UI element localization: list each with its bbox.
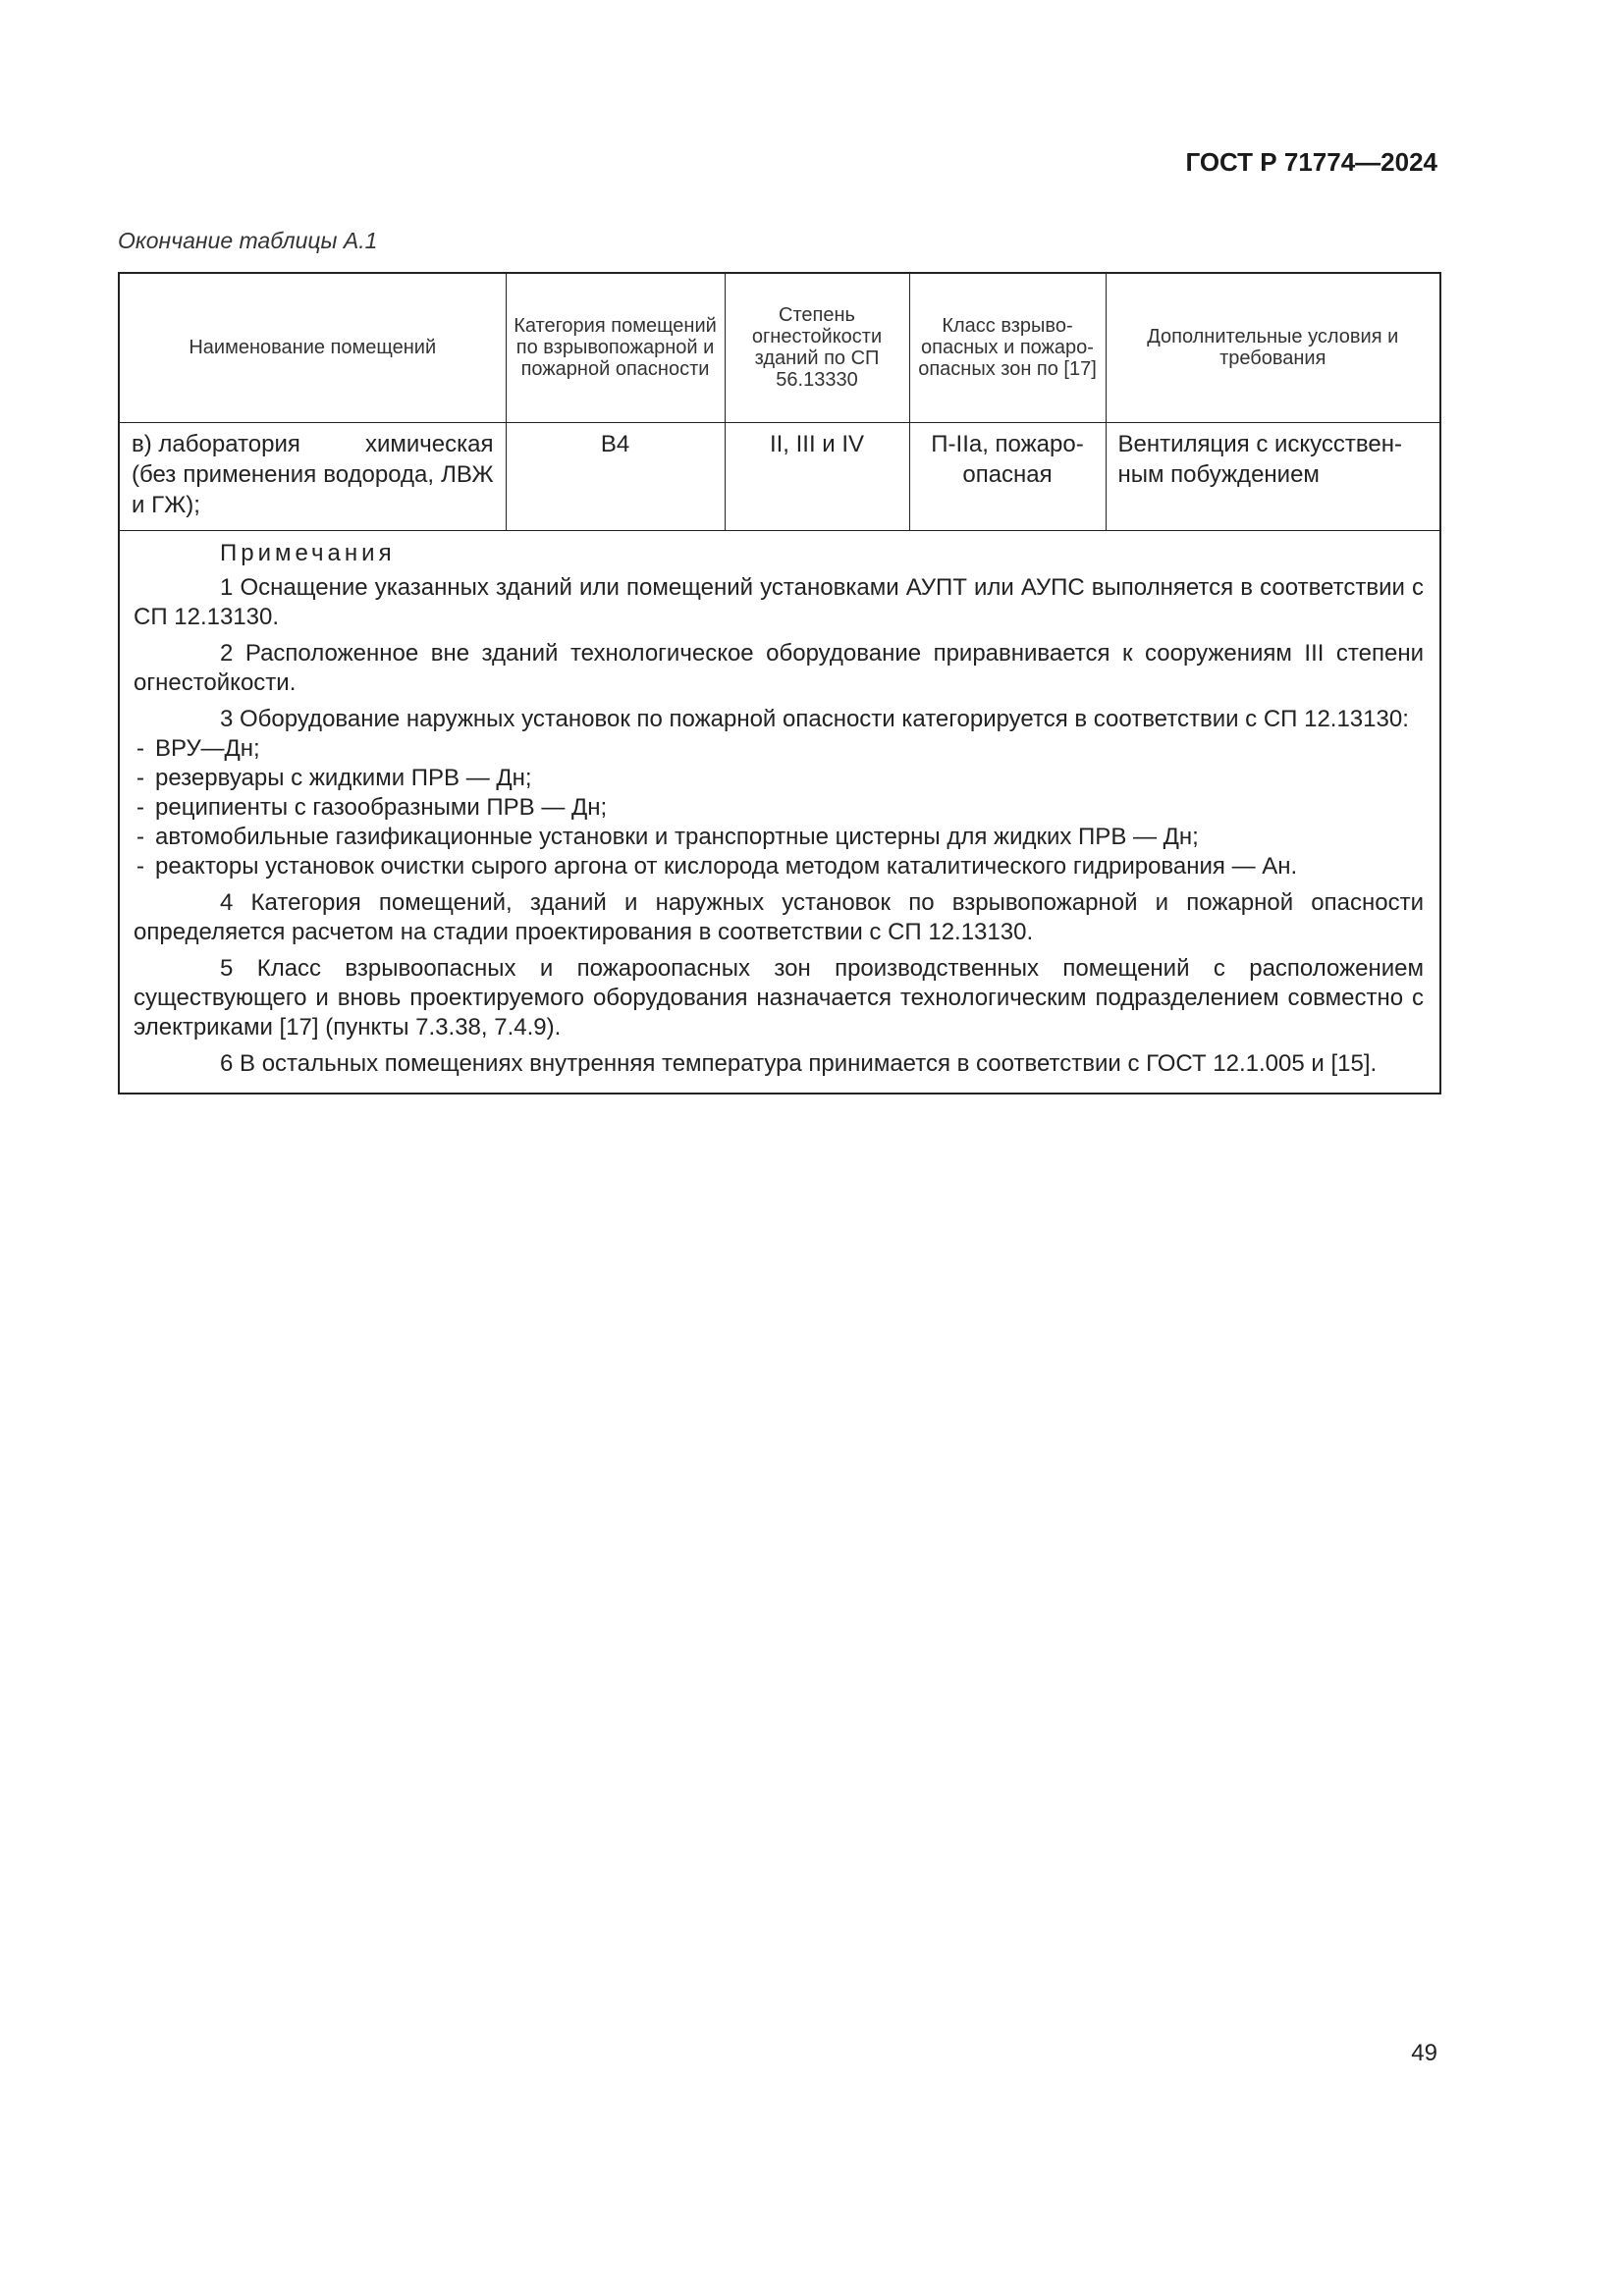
list-item: - реципиенты с газообразными ПРВ — Дн; [134, 793, 1424, 823]
note-3: 3 Оборудование наружных установок по пожарной опасности категорируется в соответствии с СП 12.13130: [220, 705, 1409, 732]
cell-fire-resistance: II, III и IV [725, 422, 909, 530]
room-name-rest: (без применения водорода, ЛВЖ и ГЖ); [132, 460, 494, 518]
col-header-fire-resistance: Степень огнестойкости зданий по СП 56.13330 [725, 273, 909, 422]
note-3-list [134, 734, 1424, 881]
table-row [119, 422, 1440, 530]
col-header-zone-class: Класс взрывоопасных и пожароопасных зон по [17] [909, 273, 1106, 422]
list-item: - резервуары с жидкими ПРВ — Дн; [134, 764, 1424, 793]
col-header-category: Категория помещений по взрывопожарной и пожарной опасности [506, 273, 725, 422]
list-item: - ВРУ—Дн; [134, 734, 1424, 764]
requirements-table [118, 272, 1441, 1095]
note-1: 1 Оснащение указанных зданий или помещений установками АУПТ или АУПС выполняется в соответствии с СП 12.13130. [134, 573, 1424, 630]
col-header-conditions: Дополнительные условия и требования [1106, 273, 1440, 422]
note-4: 4 Категория помещений, зданий и наружных установок по взрывопожарной и пожарной опасности определяется расчетом на стадии проектирования в соответствии с СП 12.13130. [134, 888, 1424, 945]
notes-row [119, 530, 1440, 1094]
notes-title: Примечания [220, 539, 396, 566]
col-header-room-name: Наименование помещений [119, 273, 506, 422]
notes-cell [119, 530, 1440, 1094]
cell-zone-class: П-IIа, пожароопасная [909, 422, 1106, 530]
cell-conditions: Вентиляция с искусственным побуждением [1106, 422, 1440, 530]
cell-room-name [119, 422, 506, 530]
cell-category: В4 [506, 422, 725, 530]
room-name-part-b: химическая [364, 430, 494, 457]
note-6: 6 В остальных помещениях внутренняя температура принимается в соответствии с ГОСТ 12.1.005 и [15]. [220, 1049, 1378, 1077]
table-header-row [119, 273, 1440, 422]
document-id: ГОСТ Р 71774—2024 [1185, 147, 1437, 177]
room-name-part-a: в) лаборатория [132, 430, 300, 457]
note-5: 5 Класс взрывоопасных и пожароопасных зон производственных помещений с расположением существующего и вновь проектируемого оборудования назначается технологическим подразделением совместно с электриками [17] (пункты 7.3.38, 7.4.9). [134, 954, 1424, 1041]
list-item: - реакторы установок очистки сырого аргона от кислорода методом каталитического гидрирования — Ан. [134, 852, 1424, 881]
page-number: 49 [1411, 2040, 1437, 2066]
note-2: 2 Расположенное вне зданий технологическое оборудование приравнивается к сооружениям III степени огнестойкости. [134, 639, 1424, 696]
list-item: - автомобильные газификационные установки и транспортные цистерны для жидких ПРВ — Дн; [134, 823, 1424, 852]
table-caption: Окончание таблицы А.1 [118, 228, 378, 253]
